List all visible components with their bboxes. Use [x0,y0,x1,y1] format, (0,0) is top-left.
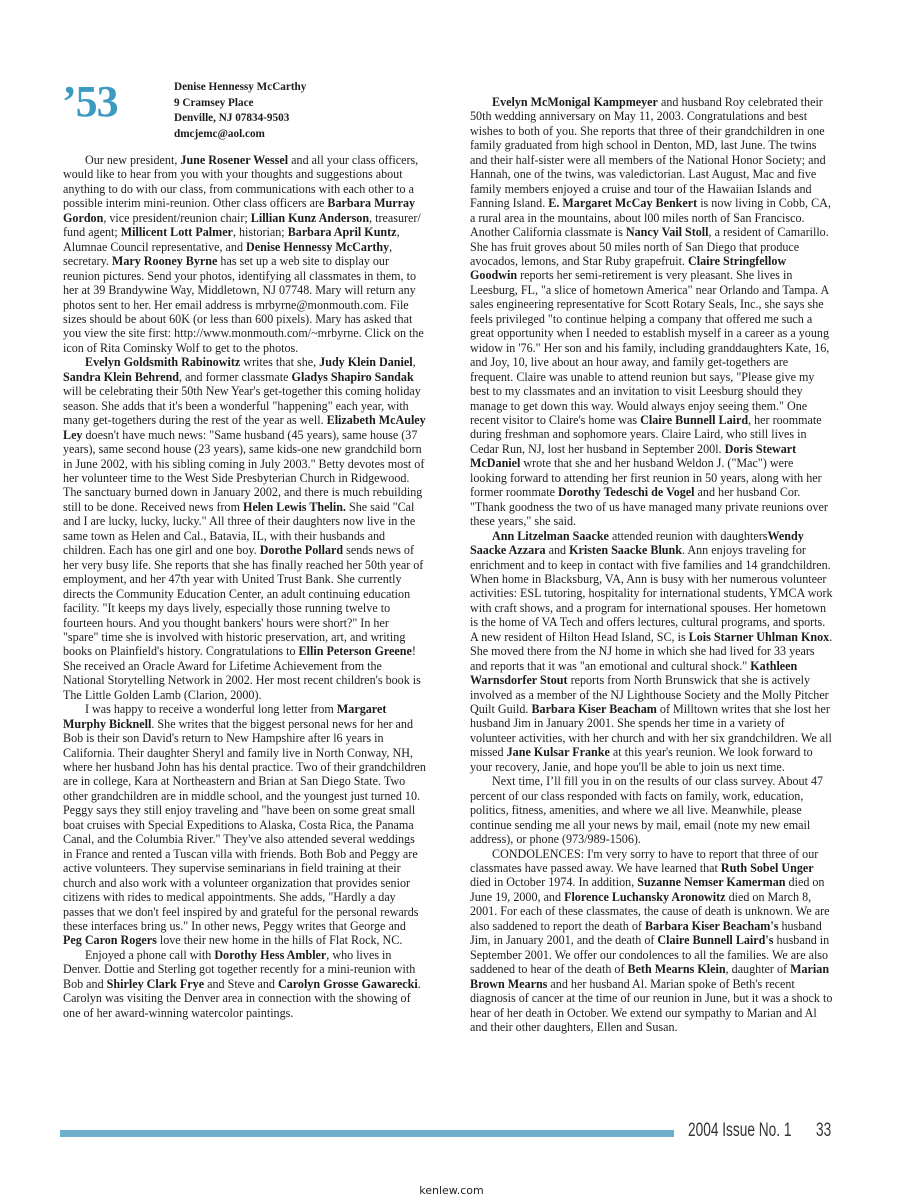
classmate-name: Florence Luchansky Aronowitz [564,889,726,904]
paragraph [470,847,833,1035]
right-text-column [470,95,833,1034]
classmate-name: Barbara April Kuntz [287,225,397,240]
text-run: . Ann enjoys traveling for enrichment and to keep in contact with five families and 14 grandchildren. When home in Blacksburg, VA, Ann is busy with her numerous volunteer activities: ESL tutoring, hospitality for international students, YMCA work with craft shows, and a program for international spouses. Her hometown is the home of VA Tech and offers lectures, cultural programs, and sports. A new resident of Hilton Head Island, SC, is [470,543,833,644]
classmate-name: Lillian Kunz Anderson [250,210,370,225]
text-run: husband in September 2001. We offer our condolences to all the families. We are also saddened to hear of the death of [470,933,830,977]
classmate-name: Ellin Peterson Greene [298,644,412,659]
classmate-name: Margaret Murphy Bicknell [63,702,387,731]
paragraph [470,95,833,529]
classmate-name: Jane Kulsar Franke [506,745,610,760]
left-text-column [63,153,426,1020]
text-run: of Milltown writes that she lost her husband Jim in January 2001. She spends her time in a variety of volunteer activities, with her church and with her six grandchildren. We all missed [470,702,832,760]
text-run: , daughter of [725,962,791,977]
classmate-name: Millicent Lott Palmer [120,225,233,240]
paragraph [470,774,833,846]
paragraph [63,355,426,702]
contact-name: Denise Hennessy McCarthy [174,81,307,93]
classmate-name: Carolyn Grosse Gawarecki [277,976,418,991]
contact-email: dmcjemc@aol.com [174,127,265,140]
classmate-name: Mary Rooney Byrne [111,254,218,269]
paragraph [470,529,833,775]
text-run: , and former classmate [179,369,292,384]
text-run: , her roommate during freshman and sophomore years. Claire Laird, who still lives in Cedar Run, NJ, lost her husband in September 200l. [470,412,822,456]
text-run: and her husband Cor. "Thank goodness the two of us have managed many private reunions over these years," she said. [470,485,828,529]
text-run: , Alumnae Council representative, and [63,225,400,254]
text-run: writes that she, [240,355,320,370]
text-run: . She writes that the biggest personal news for her and Bob is their son David's return to New Hampshire after l6 years in California. Their daughter Sheryl and family live in North Conway, NH, where her husband John has his dental practice. Two of their grandchildren are in college, Kara at Northeastern and Brian at San Diego State. Two other grandchildren are in middle school, and the youngest just turned 10. Peggy says they still enjoy traveling and "have been on some great small boat cruises with Special Expeditions to Alaska, Costa Rica, the Panama Canal, and the Columbia River." They've also attended several weddings in France and rented a Tuscan villa with friends. Both Bob and Peggy are active volunteers. They supervise seminarians in field training at their church and also work with a volunteer organization that provides senior citizens with rides to medical appointments. She adds, "Hardly a day passes that we don't feel inspired by and grateful for the personal rewards these interfaces bring us." In other news, Peggy writes that George and [63,716,426,934]
classmate-name: Kathleen Warnsdorfer Stout [470,658,798,688]
text-run: has set up a web site to display our reunion pictures. Send your photos, identifying all classmates in them, to her at 39 Brandywine Way, Middletown, NJ 07748. Mary will return any photos sent to her. Her email address is mrbyrne@monmouth.com. File sizes should be about 60K (or less than 600 pixels). Mary has asked that you view the site first: http://www.monmouth.com/~mrbyrne. Click on the icon of Rita Cominsky Wolf to get to the photos. [63,254,424,355]
text-run: Enjoyed a phone call with [85,947,215,962]
classmate-name: Lois Starner Uhlman Knox [688,629,830,644]
text-run: ! She received an Oracle Award for Lifetime Achievement from the National Storytelling Network in 2002. Her most recent children's book is The Little Golden Lamb (Clarion, 2000). [63,644,421,702]
text-run: doesn't have much news: "Same husband (45 years), same house (37 years), same second house (23 years), same kids-one new grandchild born in June 2002, with his sibling coming in July 2003." Betty devotes most of her volunteer time to the West Side Presbyterian Church in Ridgewood. The sanctuary burned down in January 2002, and there is much rebuilding still to be done. Received news from [63,427,425,514]
text-run: , secretary. [63,239,393,269]
classmate-name: Denise Hennessy McCarthy [246,239,390,254]
classmate-name: Beth Mearns Klein [627,962,726,977]
page-number: 33 [816,1120,832,1141]
text-run: reports from North Brunswick that she is actively involved as a member of the NJ Lighthouse Society and the Molly Pitcher Quilt Guild. [470,673,829,717]
text-run: and husband Roy celebrated their 50th wedding anniversary on May 11, 2003. Congratulations and best wishes to both of you. She reports that three of their grandchildren in one family graduated from high school in Denton, MD, last June. The twins and their half-sister were all members of the National Honor Society; and Hannah, one of the twins, was valedictorian. Last August, Mac and five family members enjoyed a cruise and tour of the Hawaiian Islands and Fanning Island. [470,95,826,211]
class-year-heading: ’53 [62,77,118,126]
classmate-name: Dorothy Tedeschi de Vogel [557,485,695,500]
classmate-name: Wendy Saacke Azzara [470,528,804,558]
text-run: will be celebrating their 50th New Year's get-together this coming holiday season. She adds that it's been a wonderful "happening" each year, with many get-togethers during the rest of the year as well. [63,384,421,428]
text-run: died on March 8, 2001. For each of these classmates, the cause of death is unknown. We are also saddened to report the death of [470,889,830,933]
site-watermark: kenlew.com [419,1184,484,1197]
paragraph [63,948,426,1020]
text-run: died on June 19, 2000, and [470,875,825,904]
text-run: Next time, I’ll fill you in on the results of our class survey. About 47 percent of our class responded with facts on family, work, education, politics, fitness, amenities, and where we all live. Meanwhile, please continue sending me all your news by mail, email (note my new email address), or phone (973/989-1506). [470,774,824,847]
classmate-name: Shirley Clark Frye [106,976,205,991]
text-run: , a resident of Camarillo. She has fruit groves about 50 miles north of San Diego that produce avocados, lemons, and Star Ruby grapefruit. [470,225,829,268]
text-run: , who lives in Denver. Dottie and Sterling got together recently for a mini-reunion with Bob and [63,947,416,991]
text-run: Our new president, [85,153,181,167]
text-run: love their new home in the hills of Flat Rock, NC. [156,933,403,948]
text-run: at this year's reunion. We look forward to your recovery, Janie, and hope you'll be able to join us next time. [470,745,813,774]
text-run: wrote that she and her husband Weldon J. ("Mac") were looking forward to attending her first reunion in 50 years, along with her former roommate [470,456,822,500]
classmate-name: Judy Klein Daniel [319,355,413,370]
classmate-name: Dorothy Hess Ambler [214,947,327,962]
classmate-name: Dorothe Pollard [259,543,344,558]
classmate-name: Evelyn Goldsmith Rabinowitz [85,355,241,370]
paragraph [63,702,426,948]
classmate-name: Ann Litzelman Saacke [492,528,609,543]
classmate-name: Nancy Vail Stoll [625,225,709,240]
text-run: and Steve and [204,976,278,991]
text-run: , treasurer/ fund agent; [63,210,421,240]
text-run: and all your class officers, would like to hear from you with your thoughts and suggestions about anything to do with our class, from communications with each other to a possible interim mini-reunion. Other class officers are [63,153,419,211]
classmate-name: Marian Brown Mearns [470,962,830,991]
text-run: CONDOLENCES: I'm very sorry to have to report that three of our classmates have passed away. We have learned that [470,846,819,876]
classmate-name: Peg Caron Rogers [63,933,157,948]
text-run: , historian; [232,225,288,240]
classmate-name: Barbara Murray Gordon [63,196,416,225]
classmate-name: Claire Bunnell Laird [640,412,749,427]
paragraph [63,153,426,355]
classmate-name: Barbara Kiser Beacham's [644,918,779,933]
classmate-name: Sandra Klein Behrend [63,369,180,384]
class-secretary-contact [174,80,306,142]
classmate-name: Claire Stringfellow Goodwin [470,253,787,283]
text-run: I was happy to receive a wonderful long letter from [85,702,337,717]
issue-label: 2004 Issue No. 1 [688,1120,792,1141]
text-run: , [412,355,416,370]
classmate-name: Kristen Saacke Blunk [569,543,682,558]
classmate-name: Claire Bunnell Laird's [657,933,774,948]
classmate-name: Elizabeth McAuley Ley [63,413,426,442]
classmate-name: E. Margaret McCay Benkert [548,196,698,211]
text-run: , vice president/reunion chair; [103,210,251,225]
contact-city: Denville, NJ 07834-9503 [174,112,290,124]
text-run: is now living in Cobb, CA, a rural area in the mountains, about l00 miles north of San Francisco. Another California classmate is [470,196,831,240]
text-run: and [545,543,570,558]
classmate-name: Evelyn McMonigal Kampmeyer [492,95,658,109]
classmate-name: Ruth Sobel Unger [720,861,814,876]
classmate-name: Gladys Shapiro Sandak [291,369,414,384]
text-run: husband Jim, in January 2001, and the death of [470,918,822,948]
text-run: reports her semi-retirement is very pleasant. She lives in Leesburg, FL, "a slice of hometown America" near Orlando and Tampa. A sales engineering representative for Scott Rotary Seals, Inc., she says she feels privileged "to continue helping a company that offered me such a great opportunity when I needed to establish myself in a career as a young widow in '76." Her son and his family, including granddaughters Kate, 16, and Joy, 10, live about an hour away, and family get-togethers are frequent. Claire was unable to attend reunion but says, "Please give my best to my classmates and an invitation to visit Leesburg should they manage to get down this way. Would always enjoy seeing them." One recent visitor to Claire's home was [470,268,830,427]
classmate-name: June Rosener Wessel [180,153,289,167]
text-run: attended reunion with daughters [608,528,768,543]
classmate-name: Suzanne Nemser Kamerman [637,875,786,890]
text-run: She said "Cal and I are lucky, lucky, lucky." All three of their daughters now live in the same town as Helen and Cal., Batavia, IL, with their husbands and children. Each has one girl and one boy. [63,499,416,558]
footer-rule [60,1130,674,1137]
classmate-name: Doris Stewart McDaniel [470,441,797,471]
text-run: sends news of her very busy life. She reports that she has finally reached her 50th year of employment, and her 47th year with United Trust Bank. She currently directs the Community Education Center, an adult continuing education facility. "It keeps my days lively, especially those running twelve to fourteen hours. And you thought bankers' hours were short?" In her "spare" time she is involved with historic preservation, art, and writing books on Plainfield's history. Congratulations to [63,543,424,659]
text-run: and her husband Al. Marian spoke of Beth's recent diagnosis of cancer at the time of our reunion in June, but it was a shock to hear of her death in October. We extend our sympathy to Marian and Al and their other daughters, Ellen and Susan. [470,976,833,1034]
text-run: died in October 1974. In addition, [470,875,638,890]
classmate-name: Helen Lewis Thelin. [243,499,346,514]
classmate-name: Barbara Kiser Beacham [531,702,657,717]
contact-street: 9 Cramsey Place [174,96,254,109]
text-run: . Carolyn was visiting the Denver area in connection with the showing of one of her award-winning watercolor paintings. [63,976,421,1020]
text-run: . She moved there from the NJ home in which she had lived for 33 years and reports that it was "an emotional and cultural shock." [470,629,833,673]
